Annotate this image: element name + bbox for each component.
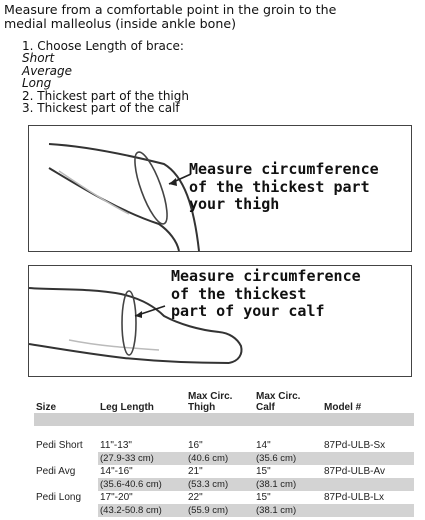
row-calf-cm: (38.1 cm) <box>254 504 322 517</box>
size-table <box>34 381 414 517</box>
row-size: Pedi Avg <box>36 466 76 477</box>
row-model: 87Pd-ULB-Av <box>324 466 385 477</box>
step-2: 2. Thickest part of the thigh <box>22 88 189 103</box>
row-size: Pedi Long <box>36 492 82 503</box>
row-leg-cm: (27.9-33 cm) <box>98 452 186 465</box>
row-calf: 14" <box>256 440 271 451</box>
row-leg: 17"-20" <box>100 492 133 503</box>
row-thigh-cm: (40.6 cm) <box>186 452 254 465</box>
thigh-callout-line-2: of the thickest part <box>189 177 370 196</box>
table-row <box>34 465 414 478</box>
option-average: Average <box>22 63 72 78</box>
header-calf-line-1: Max Circ. <box>256 391 301 402</box>
option-long: Long <box>22 76 52 91</box>
intro-line-2: medial malleolus (inside ankle bone) <box>4 16 236 31</box>
row-leg: 11"-13" <box>100 440 132 451</box>
table-row <box>34 491 414 504</box>
row-size: Pedi Short <box>36 440 83 451</box>
header-calf-line-2: Calf <box>256 402 275 413</box>
row-leg-cm: (35.6-40.6 cm) <box>98 478 186 491</box>
header-thigh-line-2: Thigh <box>188 402 216 413</box>
step-3: 3. Thickest part of the calf <box>22 101 180 116</box>
header-calf <box>254 381 322 413</box>
row-calf-cm: (38.1 cm) <box>254 478 322 491</box>
header-thigh <box>186 381 254 413</box>
step-1: 1. Choose Length of brace: <box>22 39 184 53</box>
row-model: 87Pd-ULB-Lx <box>324 492 385 503</box>
row-thigh-cm: (55.9 cm) <box>186 504 254 517</box>
row-calf: 15" <box>256 466 271 477</box>
calf-callout-line-2: of the thickest <box>171 284 307 303</box>
intro-line-1: Measure from a comfortable point in the groin to the <box>4 2 337 17</box>
row-calf: 15" <box>256 492 271 503</box>
measurement-steps <box>22 40 189 114</box>
thigh-callout-line-3: your thigh <box>189 195 280 213</box>
row-thigh-cm: (53.3 cm) <box>186 478 254 491</box>
intro-text <box>4 3 422 31</box>
row-leg-cm: (43.2-50.8 cm) <box>98 504 186 517</box>
row-leg: 14"-16" <box>100 466 133 477</box>
table-row-metric <box>34 452 414 465</box>
row-thigh: 21" <box>188 466 203 477</box>
calf-callout <box>171 268 361 321</box>
option-short: Short <box>22 51 55 66</box>
thigh-illustration-panel <box>28 125 412 252</box>
row-thigh: 16" <box>188 440 203 451</box>
table-header-row <box>34 381 414 413</box>
table-gap <box>34 426 414 439</box>
table-separator <box>34 413 414 426</box>
calf-illustration-panel <box>28 265 412 377</box>
row-thigh: 22" <box>188 492 203 503</box>
table-row <box>34 439 414 452</box>
calf-callout-line-1: Measure circumference <box>171 267 361 285</box>
thigh-callout-line-1: Measure circumference <box>189 160 379 178</box>
row-model: 87Pd-ULB-Sx <box>324 440 386 451</box>
row-calf-cm: (35.6 cm) <box>254 452 322 465</box>
header-model: Model # <box>324 402 362 413</box>
header-leg-length: Leg Length <box>100 402 154 413</box>
calf-callout-line-3: part of your calf <box>171 302 325 320</box>
table-row-metric <box>34 504 414 517</box>
thigh-callout <box>189 161 379 214</box>
header-size: Size <box>36 402 57 413</box>
table-row-metric <box>34 478 414 491</box>
header-thigh-line-1: Max Circ. <box>188 391 233 402</box>
